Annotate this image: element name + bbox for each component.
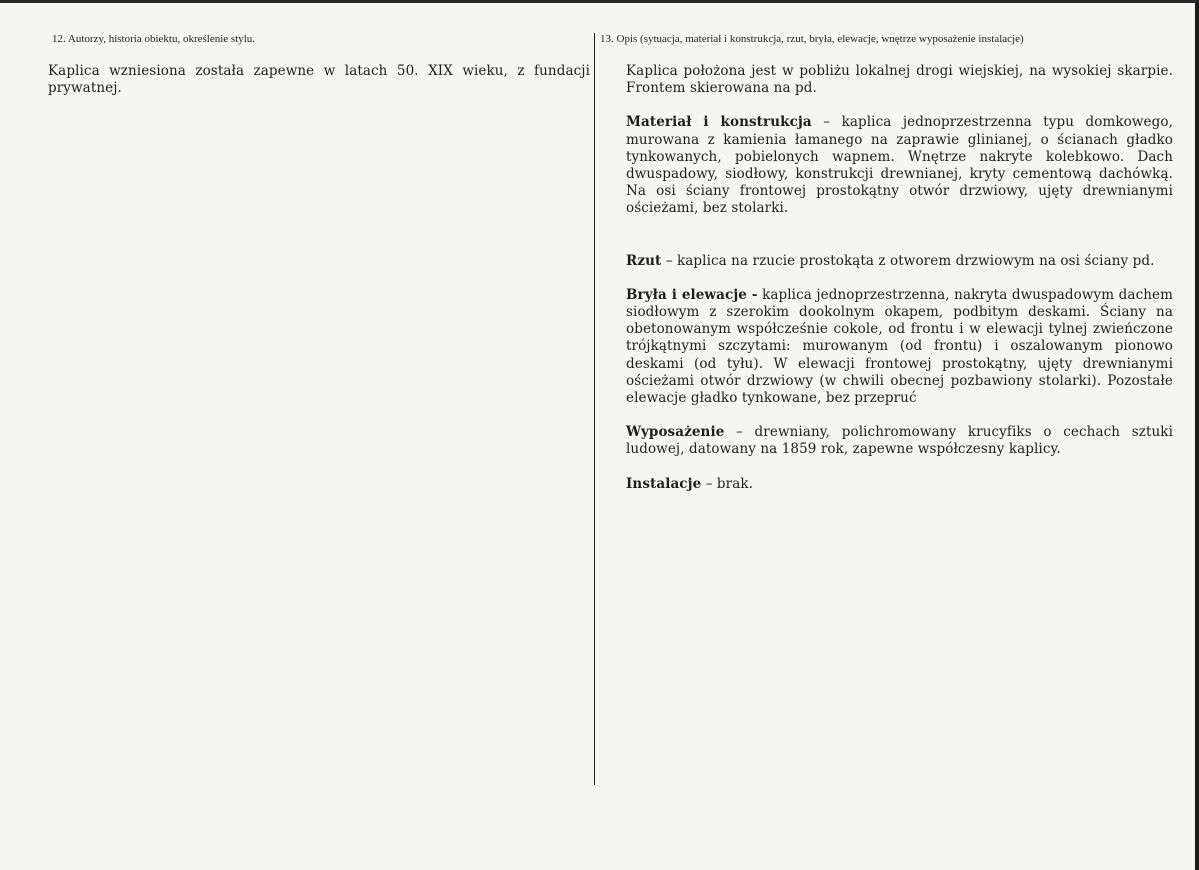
situation-paragraph: Kaplica położona jest w pobliżu lokalnej drogi wiejskiej, na wysokiej skarpie. Frontem skierowana na pd. bbox=[626, 63, 1173, 97]
elevations-heading: Bryła i elewacje - bbox=[626, 286, 758, 303]
plan-paragraph bbox=[600, 253, 1173, 270]
furnishings-paragraph bbox=[600, 424, 1173, 458]
plan-text: – kaplica na rzucie prostokąta z otworem drzwiowym na osi ściany pd. bbox=[661, 252, 1155, 269]
material-paragraph bbox=[600, 114, 1173, 217]
description-field-label: 13. Opis (sytuacja, materiał i konstrukcja, rzut, bryła, elewacje, wnętrze wyposażenie instalacje) bbox=[600, 33, 1024, 45]
elevations-text: kaplica jednoprzestrzenna, nakryta dwuspadowym dachem siodłowym z szerokim dookolnym okapem, podbitym deskami. Ściany na obetonowanym współcześnie cokole, od frontu i w elewacji tylnej zwieńczone trójkątnymi szczytami: murowanym (od frontu) i oszalowanym pionowo deskami (od tyłu). W elewacji frontowej prostokątny, ujęty drewnianymi ościeżami otwór drzwiowy (w chwili obecnej pozbawiony stolarki). Pozostałe elewacje gładko tynkowane, bez przepruć bbox=[626, 286, 1174, 407]
history-field-label: 12. Autorzy, historia obiektu, określenie stylu. bbox=[52, 33, 256, 45]
plan-heading: Rzut bbox=[626, 252, 662, 269]
elevations-paragraph bbox=[600, 287, 1173, 407]
material-text: – kaplica jednoprzestrzenna typu domkowego, murowana z kamienia łamanego na zaprawie glinianej, o ścianach gładko tynkowanych, pobielonych wapnem. Wnętrze nakryte kolebkowo. Dach dwuspadowy, siodłowy, konstrukcji drewnianej, kryty cementową dachówką. Na osi ściany frontowej prostokątny otwór drzwiowy, ujęty drewnianymi ościeżami, bez stolarki. bbox=[626, 114, 1173, 217]
material-heading: Materiał i konstrukcja bbox=[626, 114, 812, 131]
installations-heading: Instalacje bbox=[626, 475, 702, 492]
furnishings-heading: Wyposażenie bbox=[626, 424, 725, 441]
history-column bbox=[48, 33, 590, 97]
installations-paragraph bbox=[600, 476, 1173, 493]
installations-text: – brak. bbox=[701, 475, 754, 492]
description-column bbox=[600, 33, 1173, 493]
column-divider bbox=[594, 33, 595, 785]
furnishings-text: – drewniany, polichromowany krucyfiks o cechach sztuki ludowej, datowany na 1859 rok, zapewne współczesny kaplicy. bbox=[626, 424, 1173, 458]
history-text: Kaplica wzniesiona została zapewne w latach 50. XIX wieku, z fundacji prywatnej. bbox=[48, 63, 590, 97]
